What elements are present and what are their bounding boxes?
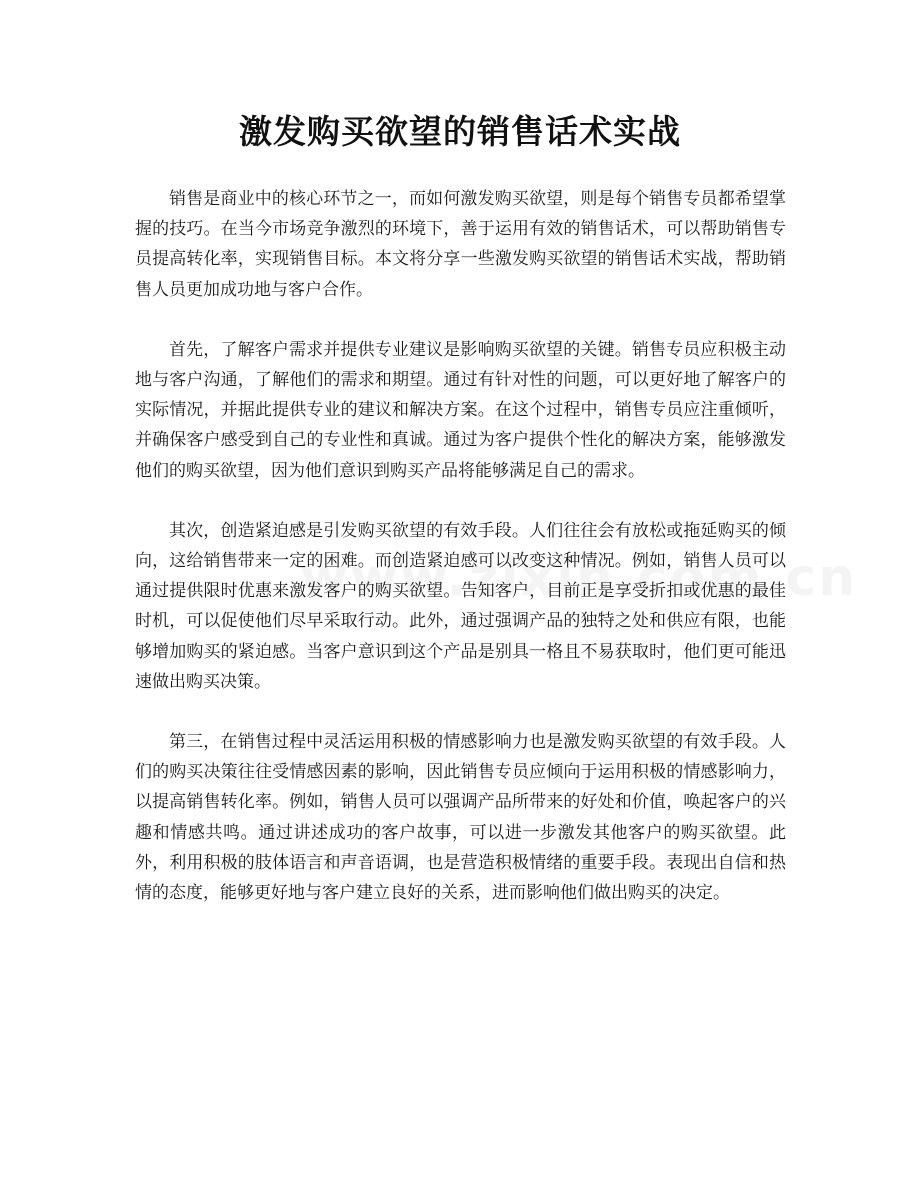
paragraph-1: 销售是商业中的核心环节之一，而如何激发购买欲望，则是每个销售专员都希望掌握的技巧。在当今市场竞争激烈的环境下，善于运用有效的销售话术，可以帮助销售专员提高转化率，实现销售目标。本文将分享一些激发购买欲望的销售话术实战，帮助销售人员更加成功地与客户合作。 [135, 189, 786, 300]
document-title: 激发购买欲望的销售话术实战 [239, 112, 681, 151]
paragraph-4: 第三，在销售过程中灵活运用积极的情感影响力也是激发购买欲望的有效手段。人们的购买决策往往受情感因素的影响，因此销售专员应倾向于运用积极的情感影响力，以提高销售转化率。例如，销售人员可以强调产品所带来的好处和价值，唤起客户的兴趣和情感共鸣。通过讲述成功的客户故事，可以进一步激发其他客户的购买欲望。此外，利用积极的肢体语言和声音语调，也是营造积极情绪的重要手段。表现出自信和热情的态度，能够更好地与客户建立良好的关系，进而影响他们做出购买的决定。 [135, 732, 786, 904]
document-body [135, 184, 786, 938]
paragraph-2: 首先，了解客户需求并提供专业建议是影响购买欲望的关键。销售专员应积极主动地与客户沟通，了解他们的需求和期望。通过有针对性的问题，可以更好地了解客户的实际情况，并据此提供专业的建议和解决方案。在这个过程中，销售专员应注重倾听，并确保客户感受到自己的专业性和真诚。通过为客户提供个性化的解决方案，能够激发他们的购买欲望，因为他们意识到购买产品将能够满足自己的需求。 [135, 339, 786, 481]
paragraph-3: 其次，创造紧迫感是引发购买欲望的有效手段。人们往往会有放松或拖延购买的倾向，这给销售带来一定的困难。而创造紧迫感可以改变这种情况。例如，销售人员可以通过提供限时优惠来激发客户的购买欲望。告知客户，目前正是享受折扣或优惠的最佳时机，可以促使他们尽早采取行动。此外，通过强调产品的独特之处和供应有限，也能够增加购买的紧迫感。当客户意识到这个产品是别具一格且不易获取时，他们更可能迅速做出购买决策。 [135, 520, 786, 692]
